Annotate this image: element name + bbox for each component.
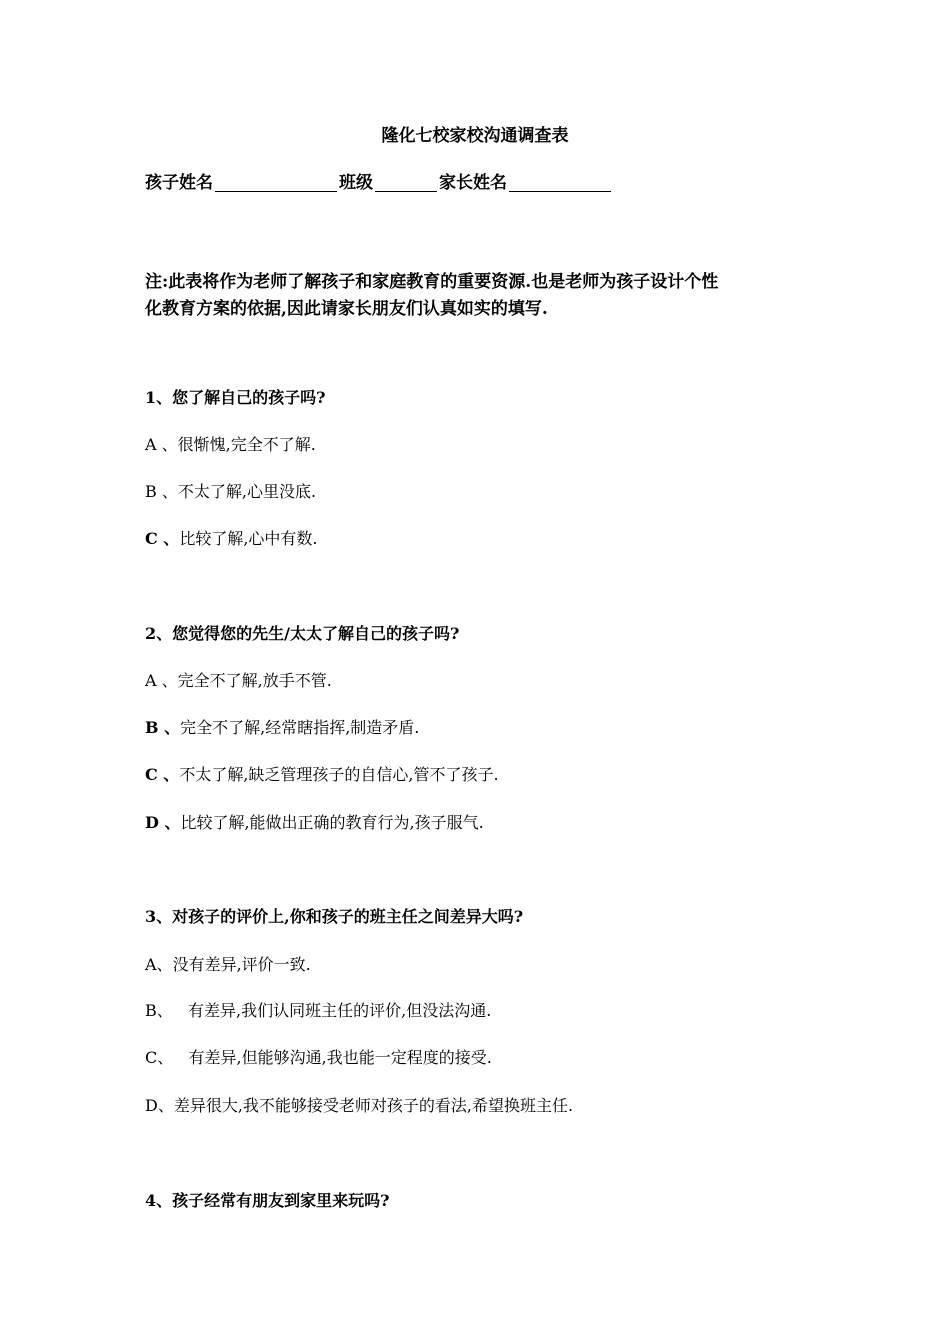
- child-name-blank[interactable]: [215, 175, 337, 192]
- option-2c[interactable]: [145, 767, 499, 783]
- option-text: 不太了解,缺乏管理孩子的自信心,管不了孩子.: [179, 765, 499, 784]
- option-letter: D、: [145, 1096, 174, 1115]
- option-letter: B 、: [145, 718, 181, 737]
- option-3a[interactable]: [145, 957, 311, 973]
- option-2d[interactable]: [145, 815, 484, 831]
- option-text: 很惭愧,完全不了解.: [177, 435, 316, 454]
- option-text: 没有差异,评价一致.: [172, 955, 311, 974]
- option-3b[interactable]: [145, 1003, 491, 1019]
- class-blank[interactable]: [375, 175, 437, 192]
- option-letter: C 、: [145, 529, 180, 548]
- instruction-note: [145, 269, 805, 323]
- option-letter: C、: [145, 1048, 189, 1067]
- option-2a[interactable]: [145, 673, 332, 689]
- page-title: 隆化七校家校沟通调查表: [381, 126, 569, 146]
- option-text: 不太了解,心里没底.: [177, 482, 317, 501]
- option-text: 完全不了解,经常瞎指挥,制造矛盾.: [180, 718, 420, 737]
- parent-name-label: 家长姓名: [439, 173, 507, 193]
- option-letter: A、: [145, 955, 173, 974]
- option-letter: D 、: [145, 813, 181, 832]
- question-1: 1、您了解自己的孩子吗?: [145, 388, 326, 407]
- option-letter: A 、: [145, 435, 178, 454]
- option-text: 完全不了解,放手不管.: [177, 671, 332, 690]
- note-line-2: 化教育方案的依据,因此请家长朋友们认真如实的填写.: [145, 299, 548, 319]
- option-2b[interactable]: [145, 720, 419, 736]
- option-3c[interactable]: [145, 1050, 492, 1066]
- option-text: 有差异,但能够沟通,我也能一定程度的接受.: [188, 1048, 492, 1067]
- class-label: 班级: [339, 173, 373, 193]
- question-4: 4、孩子经常有朋友到家里来玩吗?: [145, 1191, 390, 1210]
- option-letter: A 、: [145, 671, 178, 690]
- parent-name-blank[interactable]: [509, 175, 611, 192]
- option-1b[interactable]: [145, 484, 316, 500]
- option-letter: B、: [145, 1001, 189, 1020]
- option-1a[interactable]: [145, 437, 316, 453]
- option-1c[interactable]: [145, 531, 318, 547]
- question-2: 2、您觉得您的先生/太太了解自己的孩子吗?: [145, 624, 460, 643]
- question-3: 3、对孩子的评价上,你和孩子的班主任之间差异大吗?: [145, 907, 524, 926]
- header-fields: [145, 175, 613, 192]
- note-line-1: 注:此表将作为老师了解孩子和家庭教育的重要资源.也是老师为孩子设计个性: [145, 272, 719, 292]
- option-3d[interactable]: [145, 1098, 573, 1114]
- option-letter: B 、: [145, 482, 178, 501]
- option-letter: C 、: [145, 765, 180, 784]
- option-text: 比较了解,心中有数.: [179, 529, 318, 548]
- option-text: 有差异,我们认同班主任的评价,但没法沟通.: [188, 1001, 492, 1020]
- option-text: 比较了解,能做出正确的教育行为,孩子服气.: [180, 813, 484, 832]
- option-text: 差异很大,我不能够接受老师对孩子的看法,希望换班主任.: [173, 1096, 574, 1115]
- child-name-label: 孩子姓名: [145, 173, 213, 193]
